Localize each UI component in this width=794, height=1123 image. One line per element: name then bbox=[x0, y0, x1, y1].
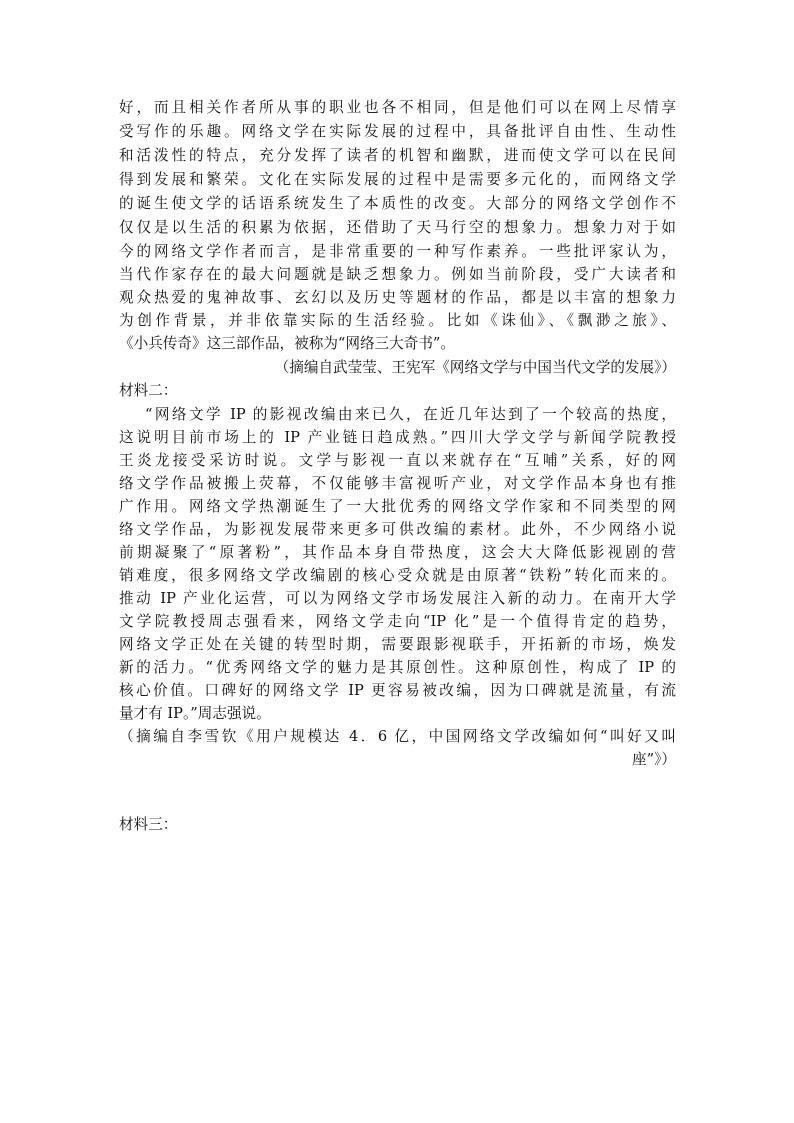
material2-line-7: 前期凝聚了“原著粉”，其作品本身自带热度，这会大大降低影视剧的营 bbox=[119, 544, 676, 561]
material1-line-7: 今的网络文学作者而言，是非常重要的一种写作素养。一些批评家认为， bbox=[119, 243, 676, 260]
material2-line-6: 络文学作品，为影视发展带来更多可供改编的素材。此外，不少网络小说 bbox=[119, 521, 676, 538]
material1-line-4: 得到发展和繁荣。文化在实际发展的过程中是需要多元化的，而网络文学 bbox=[119, 171, 676, 188]
material2-label: 材料二： bbox=[119, 382, 178, 399]
material2-line-5: 广作用。网络文学热潮诞生了一大批优秀的网络文学作家和不同类型的网 bbox=[119, 498, 676, 515]
material1-source: （摘编自武莹莹、王宪军《网络文学与中国当代文学的发展》） bbox=[274, 359, 676, 376]
material1-line-11: 《小兵传奇》这三部作品，被称为“网络三大奇书”。 bbox=[119, 335, 455, 352]
material2-line-3: 王炎龙接受采访时说。文学与影视一直以来就存在“互哺”关系，好的网 bbox=[119, 452, 676, 469]
material2-line-13: 核心价值。口碑好的网络文学 IP 更容易被改编，因为口碑就是流量，有流 bbox=[119, 682, 676, 699]
material2-line-14: 量才有 IP。”周志强说。 bbox=[119, 705, 271, 722]
material2-line-2: 这说明目前市场上的 IP 产业链日趋成熟。”四川大学文学与新闻学院教授 bbox=[119, 429, 676, 446]
material2-line-11: 网络文学正处在关键的转型时期，需要跟影视联手，开拓新的市场，焕发 bbox=[119, 636, 676, 653]
material2-line-10: 文学院教授周志强看来，网络文学走向“IP 化”是一个值得肯定的趋势， bbox=[119, 613, 676, 630]
material2-source-line-1: （摘编自李雪钦《用户规模达 4．6 亿，中国网络文学改编如何“叫好又叫 bbox=[119, 728, 676, 745]
material2-line-9: 推动 IP 产业化运营，可以为网络文学市场发展注入新的动力。在南开大学 bbox=[119, 590, 676, 607]
material1-line-9: 观众热爱的鬼神故事、玄幻以及历史等题材的作品，都是以丰富的想象力 bbox=[119, 289, 676, 306]
material3-label: 材料三： bbox=[119, 816, 178, 833]
material1-line-6: 仅仅是以生活的积累为依据，还借助了天马行空的想象力。想象力对于如 bbox=[119, 219, 676, 236]
material1-line-5: 的诞生使文学的话语系统发生了本质性的改变。大部分的网络文学创作不 bbox=[119, 195, 676, 212]
material1-line-8: 当代作家存在的最大问题就是缺乏想象力。例如当前阶段，受广大读者和 bbox=[119, 266, 676, 283]
material1-line-1: 好，而且相关作者所从事的职业也各不相同，但是他们可以在网上尽情享 bbox=[119, 99, 676, 116]
material2-line-12: 新的活力。“优秀网络文学的魅力是其原创性。这种原创性，构成了 IP 的 bbox=[119, 659, 676, 676]
material1-line-3: 和活泼性的特点，充分发挥了读者的机智和幽默，进而使文学可以在民间 bbox=[119, 147, 676, 164]
material2-line-4: 络文学作品被搬上荧幕，不仅能够丰富视听产业，对文学作品本身也有推 bbox=[119, 475, 676, 492]
material2-line-8: 销难度，很多网络文学改编剧的核心受众就是由原著“铁粉”转化而来的。 bbox=[119, 567, 676, 584]
material2-line-1: “网络文学 IP 的影视改编由来已久，在近几年达到了一个较高的热度， bbox=[145, 406, 676, 423]
material2-source-line-2: 座”》） bbox=[632, 751, 676, 768]
material1-line-2: 受写作的乐趣。网络文学在实际发展的过程中，具备批评自由性、生动性 bbox=[119, 123, 676, 140]
material1-line-10: 为创作背景，并非依靠实际的生活经验。比如《诛仙》、《飘渺之旅》、 bbox=[119, 312, 676, 329]
